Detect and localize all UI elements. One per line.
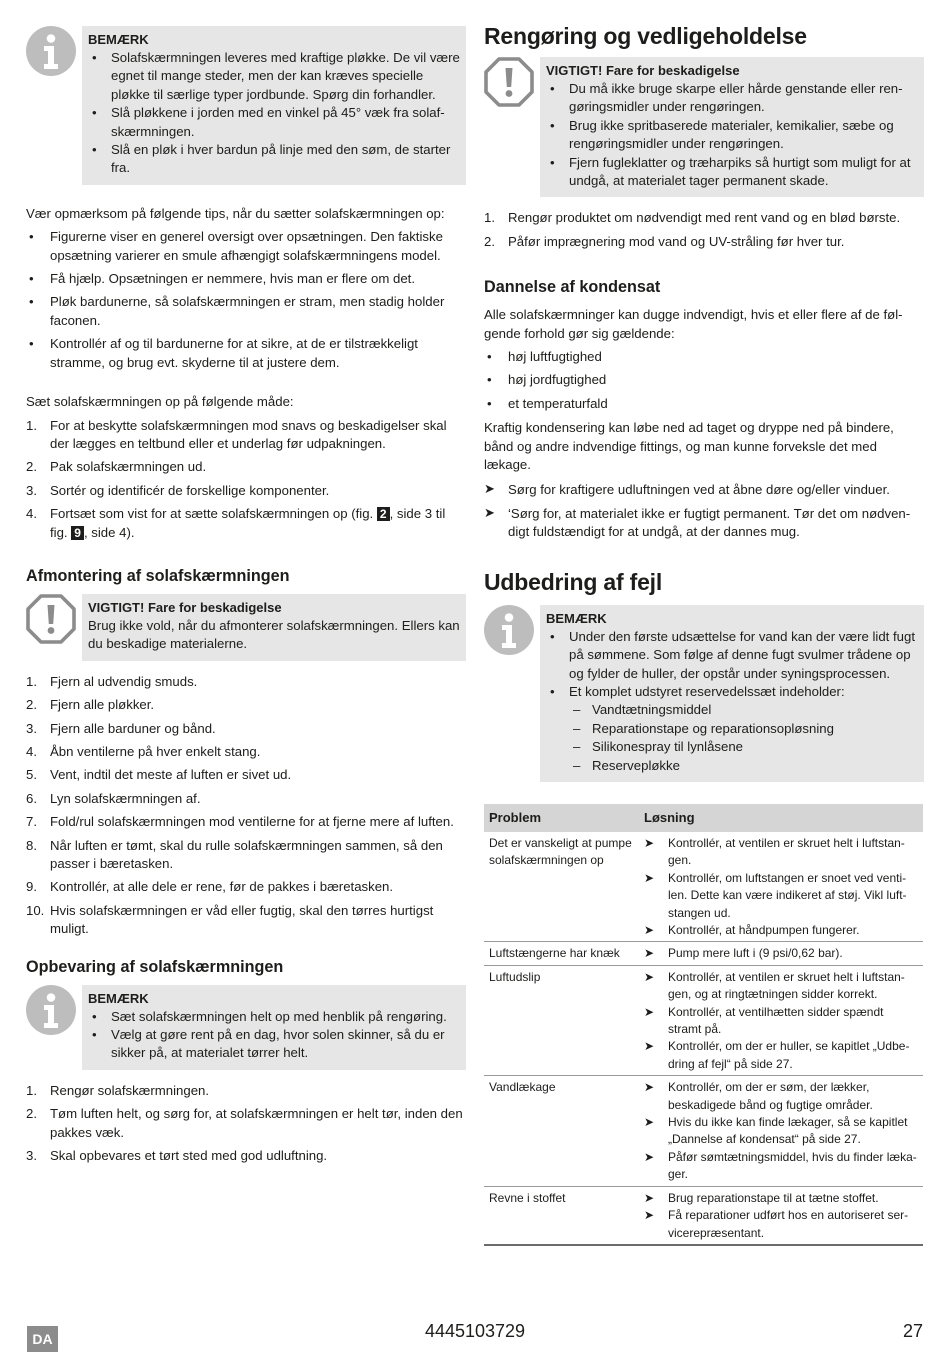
table-header-row: [484, 804, 923, 832]
solution-item: ➤ Pump mere luft i (9 psi/0,62 bar).: [644, 945, 918, 962]
step-text: Fjern alle barduner og bånd.: [50, 720, 216, 736]
tips-list: [26, 228, 466, 372]
tips-intro: Vær opmærksom på følgende tips, når du sætter solafskærmningen op:: [26, 205, 445, 221]
list-item: [26, 720, 466, 738]
warning-item: • Brug ikke spritbaserede materialer, kemikalier, sæbe og rengøringsmidler under rengøringen.: [546, 117, 918, 154]
step-text: Rengør solafskærmningen.: [50, 1082, 210, 1098]
language-badge: DA: [27, 1326, 58, 1352]
list-item: [26, 673, 466, 691]
solution-cell: [639, 1186, 923, 1245]
problem-cell: Vandlækage: [484, 1076, 639, 1186]
note-title: BEMÆRK: [88, 990, 149, 1006]
step-text: Sortér og identificér de forskellige komponenter.: [50, 482, 330, 498]
list-item: • Kontrollér af og til bardunerne for at sikre, at de er tilstrækkeligt stramme, og brug evt. skyderne til at justere dem.: [26, 335, 466, 372]
conditions-list: [484, 348, 924, 413]
warning-icon: [26, 594, 82, 649]
solution-item: ➤ Kontrollér, om der er søm, der lækker, beskadigede bånd og fugtige områder.: [644, 1079, 918, 1114]
problem-cell: Luftstængerne har knæk: [484, 942, 639, 965]
list-item: • Pløk bardunerne, så solafskærmningen er stram, men stadig holder faconen.: [26, 293, 466, 330]
step-number: 2.: [26, 459, 37, 475]
list-item: [26, 743, 466, 761]
problem-cell: Det er vanskeligt at pumpe solafskærmningen op: [484, 832, 639, 942]
step-text: Fold/rul solafskærmningen mod ventilerne for at fjerne mere af luften.: [50, 814, 454, 830]
list-item: [26, 902, 466, 939]
step-text: Skal opbevares et tørt sted med god udluftning.: [50, 1148, 328, 1164]
solution-item: ➤ Kontrollér, at ventilhætten sidder spændt stramt på.: [644, 1004, 918, 1039]
kit-list: [569, 701, 918, 775]
section-heading: Afmontering af solafskærmningen: [26, 566, 290, 585]
list-item: [26, 1105, 466, 1142]
note-troubleshooting: [484, 605, 924, 782]
step-number: 1.: [26, 673, 37, 689]
solution-item: ➤ Kontrollér, at ventilen er skruet helt i luftstangen, og at ringtætningen sidder korrekt.: [644, 969, 918, 1004]
warning-text: Brug ikke vold, når du afmonterer solafskærmningen. Ellers kan du beskadige materialerne.: [88, 617, 460, 652]
note-mounting: [26, 26, 466, 185]
table-row: [484, 942, 923, 965]
step-text: Fjern alle pløkker.: [50, 697, 155, 713]
note-item: • Sæt solafskærmningen helt op med henblik på rengøring.: [88, 1008, 460, 1026]
solution-cell: [639, 942, 923, 965]
step-text: Åbn ventilerne på hver enkelt stang.: [50, 743, 261, 759]
step-text: , side 4).: [83, 524, 135, 540]
step-number: 4.: [26, 743, 37, 759]
action-item: ➤ ‘Sørg for, at materialet ikke er fugtigt permanent. Tør det om nødvendigt fuldstændigt for at undgå, at der dannes mug.: [484, 505, 924, 542]
list-item: [26, 1147, 466, 1165]
note-item: • Et komplet udstyret reservedelssæt indeholder:: [546, 683, 918, 701]
note-item: • Slå pløkkene i jorden med en vinkel på 45° væk fra solafskærmningen.: [88, 104, 460, 141]
list-item: • høj luftfugtighed: [484, 348, 924, 366]
setup-steps: [26, 417, 466, 542]
warning-cleaning: [484, 57, 924, 197]
note-item: • Slå en pløk i hver bardun på linje med den søm, de starter fra.: [88, 141, 460, 178]
list-item: [26, 878, 466, 896]
step-text: Påfør imprægnering mod vand og UV-stråling før hver tur.: [508, 233, 845, 249]
step-text: Vent, indtil det meste af luften er sivet ud.: [50, 767, 292, 783]
problem-cell: Luftudslip: [484, 965, 639, 1075]
step-number: 2.: [484, 233, 495, 249]
list-item: [484, 209, 924, 227]
step-number: 3.: [26, 720, 37, 736]
column-header-solution: Løsning: [639, 804, 923, 832]
warning-box: [82, 594, 466, 661]
step-number: 2.: [26, 1106, 37, 1122]
dismantle-steps: [26, 673, 466, 939]
step-number: 3.: [26, 1148, 37, 1164]
list-item: [26, 482, 466, 500]
warning-item: • Fjern fugleklatter og træharpiks så hurtigt som muligt for at undgå, at materialet tager permanent skade.: [546, 154, 918, 191]
step-text: Rengør produktet om nødvendigt med rent vand og en blød børste.: [508, 210, 901, 226]
step-text: Tøm luften helt, og sørg for, at solafskærmningen er helt tør, inden den pakkes væk.: [50, 1106, 463, 1140]
list-item: [26, 417, 466, 454]
table-row: [484, 832, 923, 942]
solution-item: ➤ Få reparationer udført hos en autoriseret servicerepræsentant.: [644, 1207, 918, 1242]
info-icon: [26, 26, 82, 81]
action-item: ➤ Sørg for kraftigere udluftningen ved at åbne døre og/eller vinduer.: [484, 481, 924, 499]
list-item: [484, 233, 924, 251]
solution-item: ➤ Brug reparationstape til at tætne stoffet.: [644, 1190, 918, 1207]
kit-item: – Silikonespray til lynlåsene: [569, 738, 918, 756]
note-box: [540, 605, 924, 782]
solution-cell: [639, 965, 923, 1075]
list-item: [26, 813, 466, 831]
step-number: 4.: [26, 506, 37, 522]
info-icon: [26, 985, 82, 1040]
storage-steps: [26, 1082, 466, 1166]
solution-item: ➤ Kontrollér, at ventilen er skruet helt i luftstangen.: [644, 835, 918, 870]
troubleshooting-table: [484, 804, 923, 1246]
step-number: 2.: [26, 697, 37, 713]
step-number: 1.: [484, 210, 495, 226]
list-item: [26, 790, 466, 808]
column-header-problem: Problem: [484, 804, 639, 832]
list-item: [26, 696, 466, 714]
step-number: 3.: [26, 482, 37, 498]
step-text: Fjern al udvendig smuds.: [50, 673, 198, 689]
problem-cell: Revne i stoffet: [484, 1186, 639, 1245]
step-number: 1.: [26, 1082, 37, 1098]
step-text: Når luften er tømt, skal du rulle solafskærmningen sammen, så den passer i bæretasken.: [50, 837, 443, 871]
note-title: BEMÆRK: [546, 610, 607, 626]
step-number: 9.: [26, 879, 37, 895]
table-row: [484, 965, 923, 1075]
info-icon: [484, 605, 540, 660]
solution-item: ➤ Kontrollér, om luftstangen er snoet ved ventilen. Dette kan være indikeret af støj. Vikl luftstangen ud.: [644, 870, 918, 922]
list-item: • høj jordfugtighed: [484, 371, 924, 389]
step-number: 5.: [26, 767, 37, 783]
step-text: For at beskytte solafskærmningen mod snavs og beskadigelser skal der lægges en teltbund eller et underlag før udpakningen.: [50, 417, 447, 451]
table-row: [484, 1076, 923, 1186]
warning-box: [540, 57, 924, 197]
step-number: 7.: [26, 814, 37, 830]
section-heading: Rengøring og vedligeholdelse: [484, 23, 807, 49]
setup-intro: Sæt solafskærmningen op på følgende måde:: [26, 394, 294, 410]
note-item: • Under den første udsættelse for vand kan der være lidt fugt på sømmene. Som følge af denne fugt svulmer trådene op og fylder de huller, der opstår under syningsprocessen.: [546, 628, 918, 683]
list-item: • Få hjælp. Opsætningen er nemmere, hvis man er flere om det.: [26, 270, 466, 288]
cleaning-steps: [484, 209, 924, 251]
page-number: 27: [902, 1321, 923, 1341]
figure-ref: 2: [377, 507, 390, 521]
warning-title: VIGTIGT! Fare for beskadigelse: [546, 63, 740, 78]
list-item: [26, 766, 466, 784]
list-item: [26, 458, 466, 476]
step-text: Hvis solafskærmningen er våd eller fugtig, skal den tørres hurtigst muligt.: [50, 902, 434, 937]
note-item: • Solafskærmningen leveres med kraftige pløkke. De vil være egnet til mange steder, men der kan kræves specielle pløkke til særlige typer jordbunde. Spørg din forhandler.: [88, 49, 460, 104]
section-heading: Opbevaring af solafskærmningen: [26, 957, 284, 976]
list-item: • et temperaturfald: [484, 395, 924, 413]
table-row: [484, 1186, 923, 1245]
step-number: 10.: [26, 902, 45, 918]
right-column: [484, 0, 924, 1246]
condensation-intro: Alle solafskærmninger kan dugge indvendigt, hvis et eller flere af de følgende forhold gør sig gældende:: [484, 307, 903, 341]
note-item: • Vælg at gøre rent på en dag, hvor solen skinner, så du er sikker på, at materialet tørrer helt.: [88, 1026, 460, 1063]
solution-cell: [639, 1076, 923, 1186]
list-item: [26, 837, 466, 874]
step-text: Kontrollér, at alle dele er rene, før de pakkes i bæretasken.: [50, 879, 394, 895]
condensation-paragraph: Kraftig kondensering kan løbe ned ad taget og dryppe ned på bindere, bånd og andre indvendige fittings, og man kunne forveksle det med lækage.: [484, 420, 894, 473]
step-text: Lyn solafskærmningen af.: [50, 790, 201, 806]
solution-item: ➤ Hvis du ikke kan finde lækager, så se kapitlet „Dannelse af kondensat“ på side 27.: [644, 1114, 918, 1149]
note-box: [82, 985, 466, 1070]
warning-title: VIGTIGT! Fare for beskadigelse: [88, 599, 282, 615]
document-number: 4445103729: [424, 1321, 526, 1341]
solution-item: ➤ Påfør sømtætningsmiddel, hvis du finder lækager.: [644, 1149, 918, 1184]
figure-ref: 9: [71, 526, 84, 540]
step-text: , side 3 til fig.: [50, 506, 446, 540]
warning-dismantle: [26, 594, 466, 661]
step-number: 6.: [26, 790, 37, 806]
step-number: 8.: [26, 837, 37, 853]
left-column: [26, 0, 466, 1165]
list-item: • Figurerne viser en generel oversigt over opsætningen. Den faktiske opsætning varierer en smule afhængigt solafskærmningens model.: [26, 228, 466, 265]
solution-item: ➤ Kontrollér, om der er huller, se kapitlet „Udbedring af fejl“ på side 27.: [644, 1038, 918, 1073]
section-heading: Dannelse af kondensat: [484, 278, 661, 297]
solution-cell: [639, 832, 923, 942]
solution-item: ➤ Kontrollér, at håndpumpen fungerer.: [644, 922, 918, 939]
kit-item: – Reservepløkke: [569, 757, 918, 775]
kit-item: – Reparationstape og reparationsopløsning: [569, 720, 918, 738]
note-box: [82, 26, 466, 185]
step-number: 1.: [26, 417, 37, 433]
note-storage: [26, 985, 466, 1070]
section-heading: Udbedring af fejl: [484, 568, 663, 595]
kit-item: – Vandtætningsmiddel: [569, 701, 918, 719]
list-item: [26, 505, 466, 542]
action-list: [484, 481, 924, 542]
warning-icon: [484, 57, 540, 112]
step-text: Fortsæt som vist for at sætte solafskærmningen op (fig.: [50, 506, 377, 522]
step-text: Pak solafskærmningen ud.: [50, 459, 207, 475]
warning-item: • Du må ikke bruge skarpe eller hårde genstande eller rengøringsmidler under rengøringen.: [546, 80, 918, 117]
note-title: BEMÆRK: [88, 32, 149, 47]
list-item: [26, 1082, 466, 1100]
